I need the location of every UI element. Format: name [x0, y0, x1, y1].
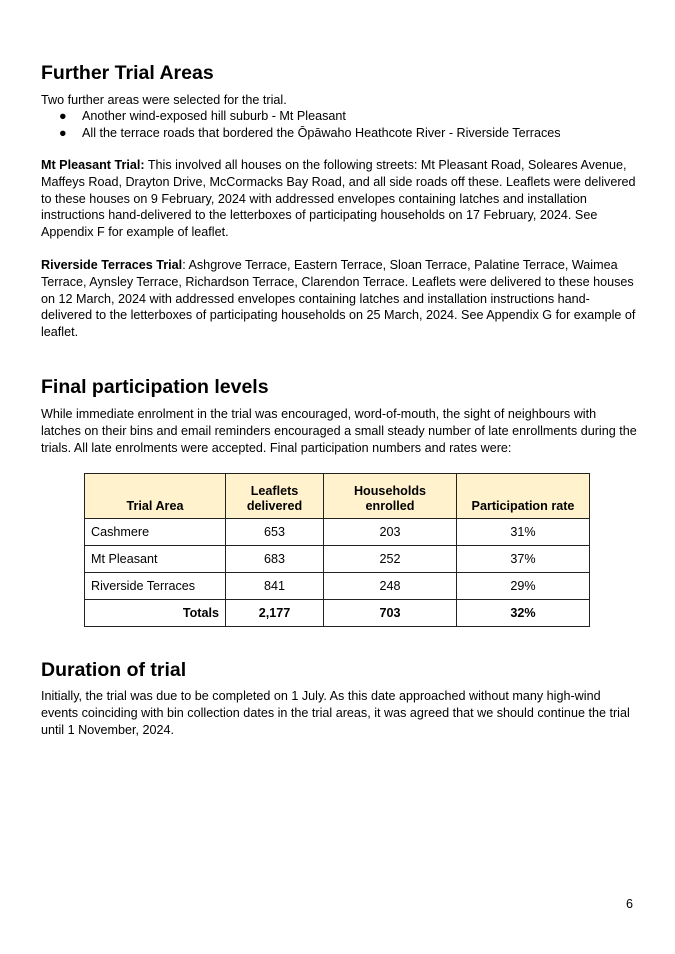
final-participation-paragraph: While immediate enrolment in the trial was encouraged, word-of-mouth, the sight of neighbours with latches on their bins and email reminders encouraged a small steady number of late enrollments during the trials. All late enrolments were accepted. Final participation numbers and rates were:: [41, 407, 637, 455]
bullet-icon: ●: [59, 109, 67, 123]
list-item: ● Another wind-exposed hill suburb - Mt Pleasant: [59, 109, 346, 123]
list-item: ● All the terrace roads that bordered the Ōpāwaho Heathcote River - Riverside Terraces: [59, 125, 561, 140]
table-row: Cashmere 653 203 31%: [85, 519, 590, 546]
page-number: 6: [626, 897, 634, 911]
participation-table: [84, 473, 590, 627]
bullet-icon: ●: [59, 125, 67, 140]
mt-pleasant-trial-paragraph: Mt Pleasant Trial: This involved all houses on the following streets: Mt Pleasant Road, Soleares Avenue, Maffeys Road, Drayton Drive, McCormacks Bay Road, and all side roads off these. Leaflets were delivered to these houses on 9 February, 2024 with addressed envelopes containing latches and installation instructions hand-delivered to the letterboxes of participating households on 17 February, 2024. See Appendix F for example of leaflet.: [41, 158, 636, 240]
riverside-trial-paragraph: Riverside Terraces Trial: Ashgrove Terrace, Eastern Terrace, Sloan Terrace, Palatine Terrace, Waimea Terrace, Aynsley Terrace, Richardson Terrace, Clarendon Terrace. Leaflets were delivered to these houses on 12 March, 2024 with addressed envelopes containing latches and installation instructions hand-delivered to the letterboxes of participating households on 25 March, 2024. See Appendix G for example of leaflet.: [41, 258, 636, 340]
header-participation-rate: Participation rate: [457, 474, 590, 519]
riverside-label: Riverside Terraces Trial: [41, 258, 183, 272]
trial-areas-list: [41, 108, 637, 142]
table-row: Riverside Terraces 841 248 29%: [85, 573, 590, 600]
header-leaflets-delivered: Leaflets delivered: [226, 474, 324, 519]
heading-final-participation: Final participation levels: [41, 376, 269, 398]
table-header-row: [85, 474, 590, 519]
header-trial-area: Trial Area: [85, 474, 226, 519]
heading-further-trial-areas: Further Trial Areas: [41, 62, 214, 84]
heading-duration-of-trial: Duration of trial: [41, 659, 187, 681]
duration-paragraph: Initially, the trial was due to be completed on 1 July. As this date approached without many high-wind events coinciding with bin collection dates in the trial areas, it was agreed that we should continue the trial until 1 November, 2024.: [41, 689, 630, 737]
header-households-enrolled: Households enrolled: [324, 474, 457, 519]
table-row: Mt Pleasant 683 252 37%: [85, 546, 590, 573]
mt-pleasant-label: Mt Pleasant Trial:: [41, 158, 145, 172]
table-totals-row: Totals 2,177 703 32%: [85, 600, 590, 627]
further-trial-intro: Two further areas were selected for the trial.: [41, 93, 287, 107]
